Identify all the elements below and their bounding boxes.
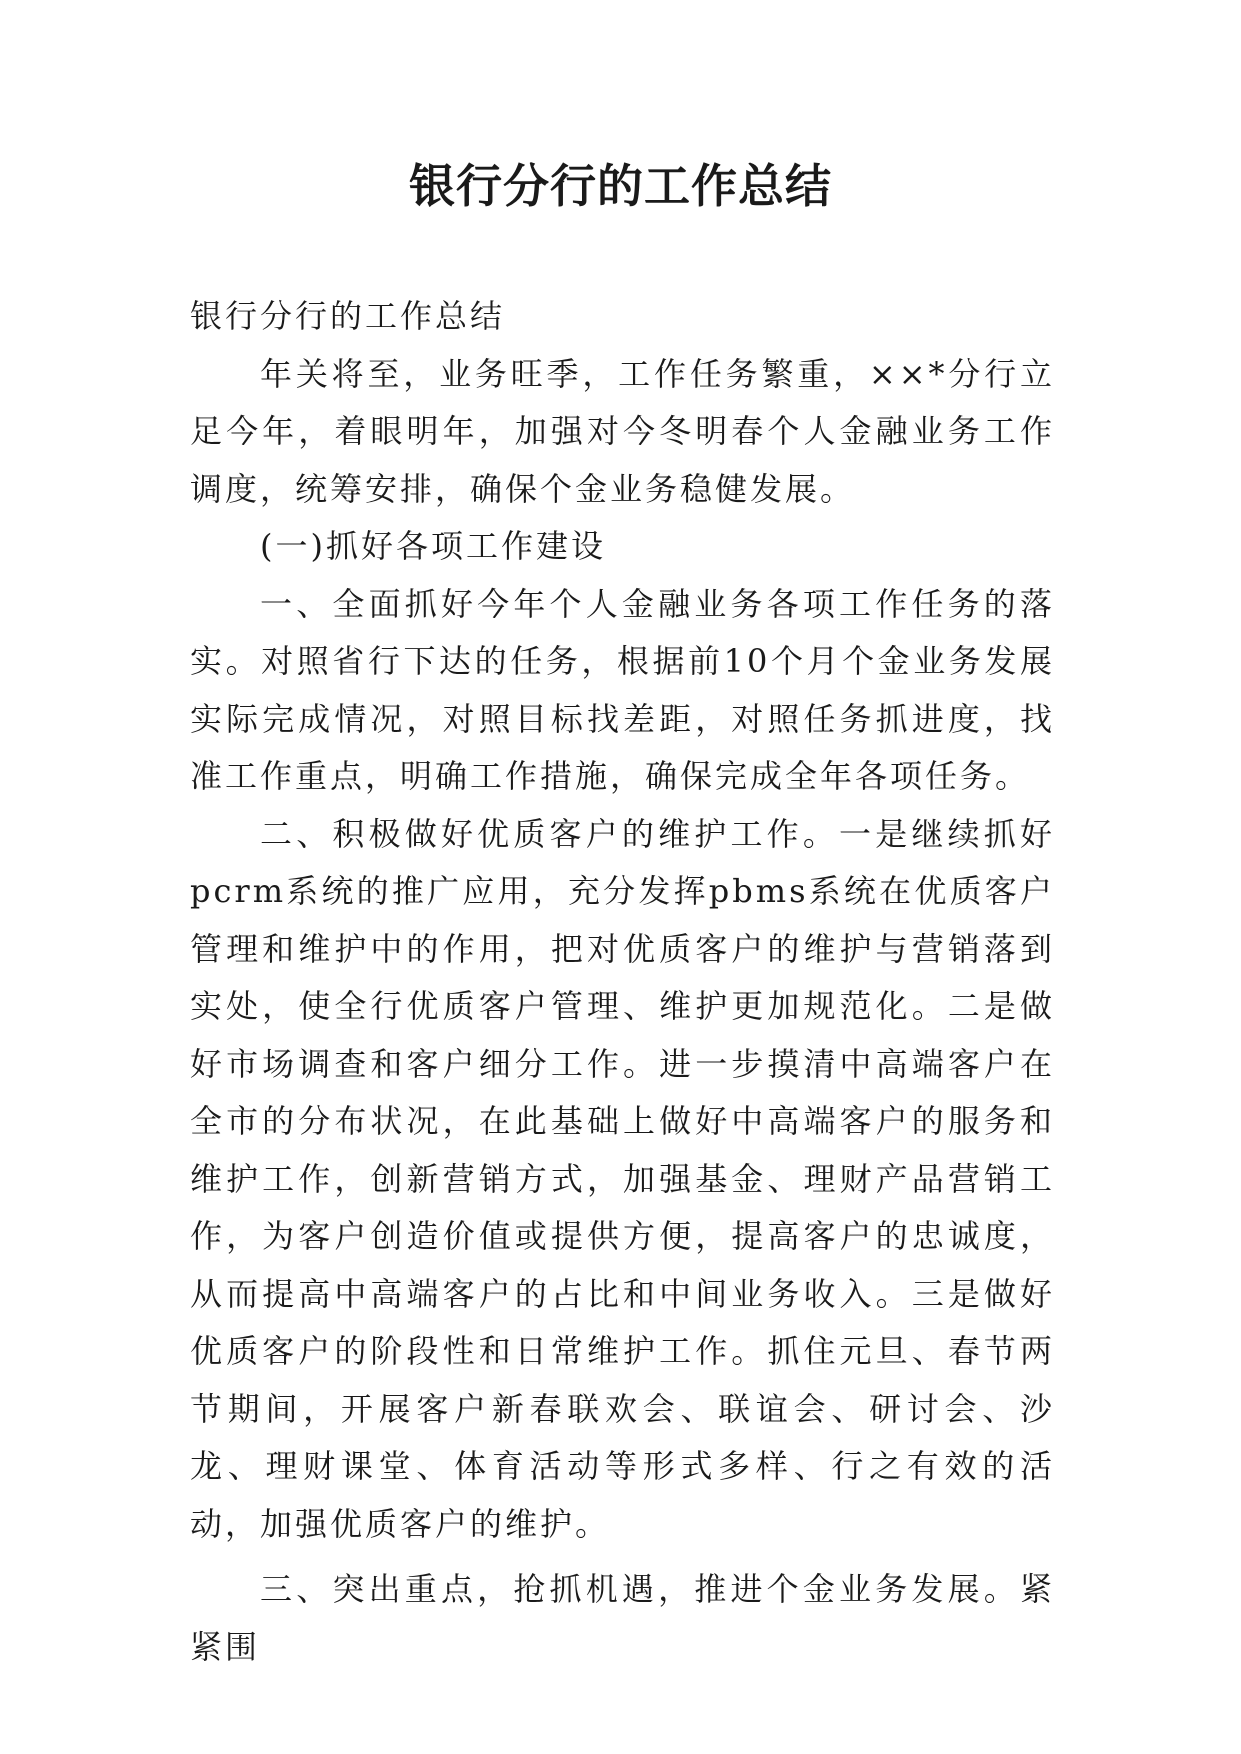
paragraph-item-2: 二、积极做好优质客户的维护工作。一是继续抓好pcrm系统的推广应用，充分发挥pbms系统在优质客户管理和维护中的作用，把对优质客户的维护与营销落到实处，使全行优质客户管理、维护更加规范化。二是做好市场调查和客户细分工作。进一步摸清中高端客户在全市的分布状况，在此基础上做好中高端客户的服务和维护工作，创新营销方式，加强基金、理财产品营销工作，为客户创造价值或提供方便，提高客户的忠诚度，从而提高中高端客户的占比和中间业务收入。三是做好优质客户的阶段性和日常维护工作。抓住元旦、春节两节期间，开展客户新春联欢会、联谊会、研讨会、沙龙、理财课堂、体育活动等形式多样、行之有效的活动，加强优质客户的维护。 [190, 814, 1055, 1543]
paragraph-item-3: 三、突出重点，抢抓机遇，推进个金业务发展。紧紧围 [190, 1570, 1055, 1666]
document-title: 银行分行的工作总结 [409, 159, 832, 213]
section-heading: (一)抓好各项工作建设 [260, 527, 606, 565]
document-body [190, 288, 1055, 1676]
paragraph-item-1: 一、全面抓好今年个人金融业务各项工作任务的落实。对照省行下达的任务，根据前10个月个金业务发展实际完成情况，对照目标找差距，对照任务抓进度，找准工作重点，明确工作措施，确保完成全年各项任务。 [190, 584, 1055, 795]
paragraph-intro: 年关将至，业务旺季，工作任务繁重，××*分行立足今年，着眼明年，加强对今冬明春个人金融业务工作调度，统筹安排，确保个金业务稳健发展。 [190, 354, 1055, 508]
document-subtitle: 银行分行的工作总结 [190, 297, 506, 335]
